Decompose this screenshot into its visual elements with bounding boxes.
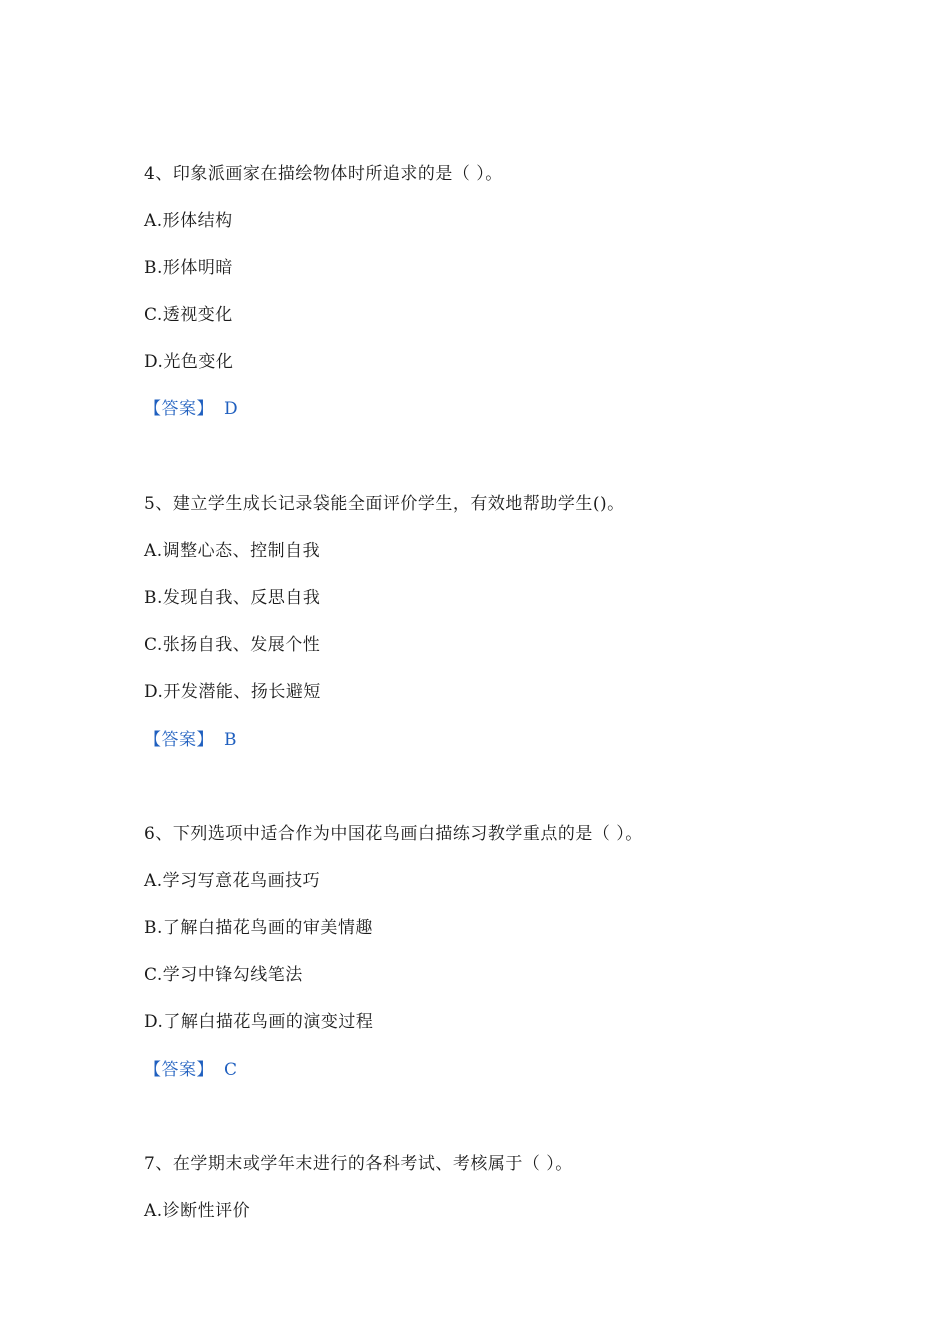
answer-label: 【答案】: [144, 730, 214, 750]
question-6-option-b: B.了解白描花鸟画的审美情趣: [144, 918, 373, 938]
answer-value: B: [224, 730, 237, 750]
question-6-option-d: D.了解白描花鸟画的演变过程: [144, 1012, 374, 1032]
answer-value: C: [224, 1060, 238, 1080]
question-6-stem: 6、下列选项中适合作为中国花鸟画白描练习教学重点的是（ ）。: [144, 824, 643, 844]
question-5-option-b: B.发现自我、反思自我: [144, 588, 321, 608]
question-4-option-d: D.光色变化: [144, 352, 234, 372]
question-6-option-c: C.学习中锋勾线笔法: [144, 965, 303, 985]
question-7-option-a: A.诊断性评价: [144, 1201, 251, 1221]
answer-label: 【答案】: [144, 399, 214, 419]
question-4-option-b: B.形体明暗: [144, 258, 233, 278]
answer-value: D: [224, 399, 239, 419]
question-5-answer: [144, 728, 237, 752]
question-6-option-a: A.学习写意花鸟画技巧: [144, 871, 321, 891]
question-6-answer: [144, 1058, 238, 1082]
question-5-option-c: C.张扬自我、发展个性: [144, 635, 321, 655]
question-5-option-d: D.开发潜能、扬长避短: [144, 682, 321, 702]
question-5-option-a: A.调整心态、控制自我: [144, 541, 321, 561]
question-4-answer: [144, 397, 238, 421]
answer-label: 【答案】: [144, 1060, 214, 1080]
question-4-stem: 4、印象派画家在描绘物体时所追求的是（ ）。: [144, 164, 503, 184]
question-7-stem: 7、在学期末或学年末进行的各科考试、考核属于（ ）。: [144, 1154, 573, 1174]
question-4-option-c: C.透视变化: [144, 305, 233, 325]
question-4-option-a: A.形体结构: [144, 211, 233, 231]
question-5-stem: 5、建立学生成长记录袋能全面评价学生，有效地帮助学生()。: [144, 494, 625, 514]
